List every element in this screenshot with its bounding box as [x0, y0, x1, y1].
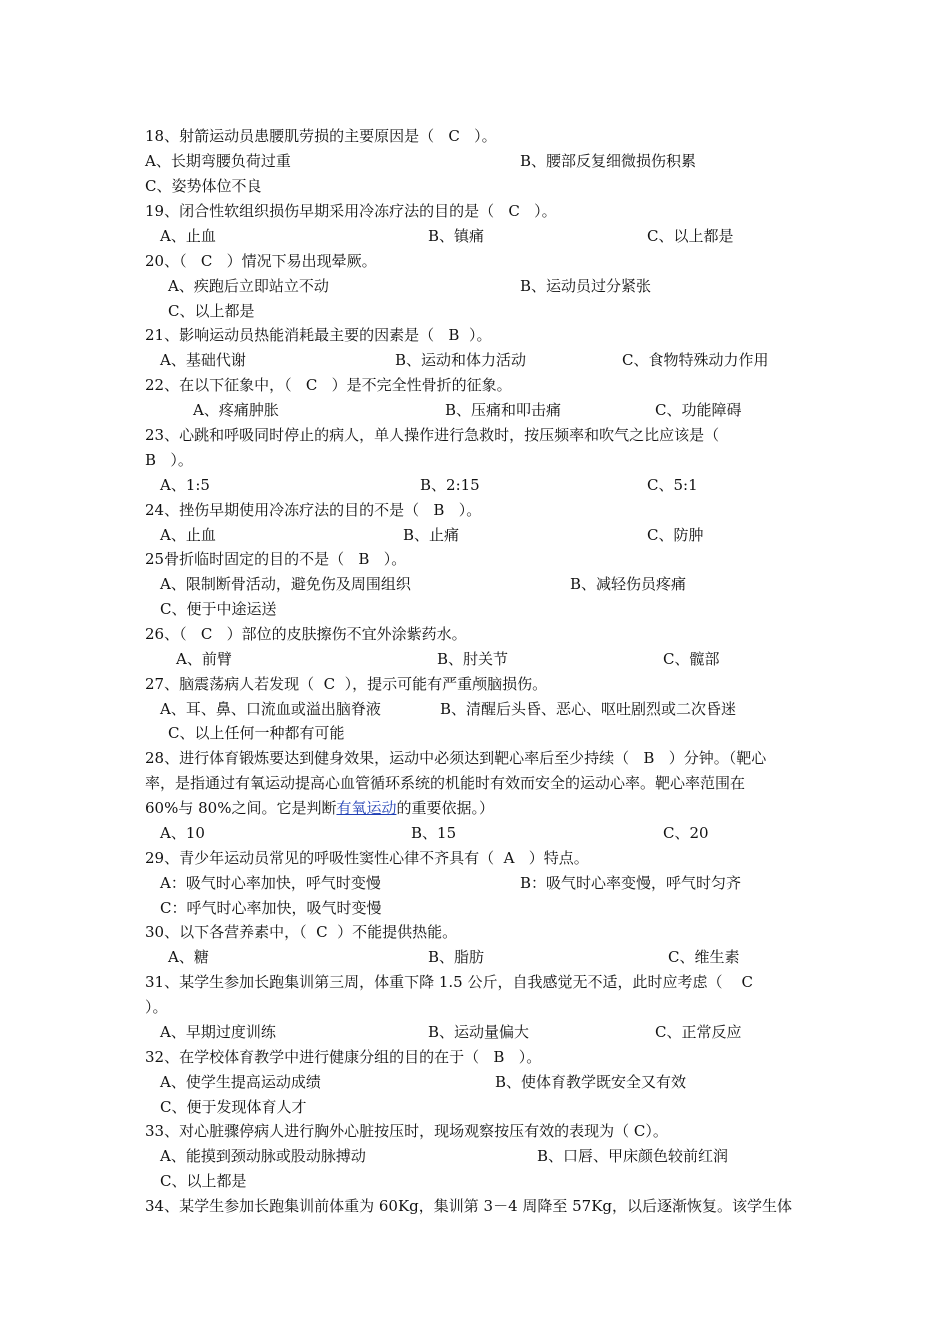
question-24	[0, 498, 950, 522]
question-stem: 27、脑震荡病人若发现（ C ），提示可能有严重颅脑损伤。	[145, 675, 548, 693]
option-c: C、维生素	[668, 948, 740, 966]
option-b: B、口唇、甲床颜色较前红润	[537, 1147, 729, 1165]
question-stem: 21、影响运动员热能消耗最主要的因素是（ B ）。	[145, 326, 492, 344]
option-a: A、耳、鼻、口流血或溢出脑脊液	[160, 700, 381, 718]
option-c: C：呼气时心率加快，吸气时变慢	[160, 899, 382, 917]
options-row	[0, 1144, 950, 1168]
question-stem: 23、心跳和呼吸同时停止的病人，单人操作进行急救时，按压频率和吹气之比应该是（	[145, 426, 720, 444]
option-a: A：吸气时心率加快，呼气时变慢	[160, 874, 381, 892]
option-b: B、镇痛	[428, 227, 485, 245]
option-c: C、正常反应	[655, 1023, 742, 1041]
options-row	[0, 647, 950, 671]
option-b: B、止痛	[403, 526, 460, 544]
option-a: A、止血	[160, 227, 216, 245]
question-21	[0, 323, 950, 347]
option-c: C、食物特殊动力作用	[622, 351, 769, 369]
option-a: A、疼痛肿胀	[193, 401, 279, 419]
question-text-post: 的重要依据。）	[396, 799, 494, 817]
question-stem: 31、某学生参加长跑集训第三周，体重下降 1.5 公斤，自我感觉无不适，此时应考虑（ C	[145, 973, 754, 991]
option-a: A、早期过度训练	[160, 1023, 276, 1041]
question-29	[0, 846, 950, 870]
question-31-cont	[0, 995, 950, 1019]
option-c: C、便于中途运送	[160, 600, 277, 618]
question-28-cont	[0, 796, 950, 820]
options-row	[0, 597, 950, 621]
question-30	[0, 920, 950, 944]
options-row	[0, 149, 950, 173]
options-row	[0, 945, 950, 969]
option-b: B、清醒后头昏、恶心、呕吐剧烈或二次昏迷	[440, 700, 737, 718]
option-b: B、腰部反复细微损伤积累	[520, 152, 697, 170]
question-26	[0, 622, 950, 646]
option-a: A、糖	[168, 948, 209, 966]
question-stem: 18、射箭运动员患腰肌劳损的主要原因是（ C ）。	[145, 127, 497, 145]
options-row	[0, 721, 950, 745]
option-a: A、疾跑后立即站立不动	[168, 277, 329, 295]
option-c: C、以上都是	[160, 1172, 247, 1190]
option-a: A、10	[160, 824, 205, 842]
options-row	[0, 871, 950, 895]
question-stem-cont: B ）。	[145, 451, 193, 469]
option-c: C、便于发现体育人才	[160, 1098, 307, 1116]
question-34	[0, 1194, 950, 1218]
option-c: C、以上任何一种都有可能	[168, 724, 345, 742]
option-b: B、15	[411, 824, 457, 842]
question-18	[0, 124, 950, 148]
options-row	[0, 821, 950, 845]
question-25	[0, 547, 950, 571]
options-row	[0, 1070, 950, 1094]
options-row	[0, 572, 950, 596]
question-stem: 25骨折临时固定的目的不是（ B ）。	[145, 550, 407, 568]
option-b: B：吸气时心率变慢，呼气时匀齐	[520, 874, 742, 892]
option-c: C、20	[663, 824, 709, 842]
option-b: B、脂肪	[428, 948, 485, 966]
question-stem-cont: ）。	[145, 998, 168, 1016]
options-row	[0, 274, 950, 298]
option-b: B、运动员过分紧张	[520, 277, 652, 295]
options-row	[0, 174, 950, 198]
options-row	[0, 224, 950, 248]
options-row	[0, 473, 950, 497]
option-c: C、防肿	[647, 526, 704, 544]
options-row	[0, 348, 950, 372]
question-19	[0, 199, 950, 223]
options-row	[0, 398, 950, 422]
options-row	[0, 523, 950, 547]
question-23-cont	[0, 448, 950, 472]
option-a: A、1:5	[160, 476, 210, 494]
option-a: A、使学生提高运动成绩	[160, 1073, 321, 1091]
option-c: C、髋部	[663, 650, 720, 668]
question-28-cont	[0, 771, 950, 795]
options-row	[0, 697, 950, 721]
option-a: A、限制断骨活动，避免伤及周围组织	[160, 575, 411, 593]
question-text-pre: 60%与 80%之间。它是判断	[145, 799, 337, 817]
option-c: C、以上都是	[168, 302, 255, 320]
question-stem: 33、对心脏骤停病人进行胸外心脏按压时，现场观察按压有效的表现为（ C）。	[145, 1122, 668, 1140]
options-row	[0, 1095, 950, 1119]
option-c: C、功能障碍	[655, 401, 742, 419]
option-a: A、前臂	[176, 650, 232, 668]
question-stem: 24、挫伤早期使用冷冻疗法的目的不是（ B ）。	[145, 501, 482, 519]
option-b: B、肘关节	[437, 650, 509, 668]
option-a: A、止血	[160, 526, 216, 544]
option-a: A、能摸到颈动脉或股动脉搏动	[160, 1147, 366, 1165]
question-stem: 34、某学生参加长跑集训前体重为 60Kg，集训第 3－4 周降至 57Kg，以后逐渐恢复。该学生体	[145, 1197, 793, 1215]
question-stem: 19、闭合性软组织损伤早期采用冷冻疗法的目的是（ C ）。	[145, 202, 557, 220]
question-stem: 26、（ C ）部位的皮肤擦伤不宜外涂紫药水。	[145, 625, 467, 643]
question-20	[0, 249, 950, 273]
question-stem: 20、（ C ）情况下易出现晕厥。	[145, 252, 377, 270]
question-stem: 32、在学校体育教学中进行健康分组的目的在于（ B ）。	[145, 1048, 542, 1066]
question-31	[0, 970, 950, 994]
option-b: B、减轻伤员疼痛	[570, 575, 687, 593]
option-a: A、长期弯腰负荷过重	[145, 152, 291, 170]
question-stem-cont: 率，是指通过有氧运动提高心血管循环系统的机能时有效而安全的运动心率。靶心率范围在	[145, 774, 746, 792]
options-row	[0, 896, 950, 920]
question-28	[0, 746, 950, 770]
question-27	[0, 672, 950, 696]
question-23	[0, 423, 950, 447]
option-c: C、姿势体位不良	[145, 177, 262, 195]
option-b: B、运动和体力活动	[395, 351, 527, 369]
question-stem: 29、青少年运动员常见的呼吸性窦性心律不齐具有（ A ）特点。	[145, 849, 589, 867]
question-stem: 30、以下各营养素中，（ C ）不能提供热能。	[145, 923, 458, 941]
question-stem: 28、进行体育锻炼要达到健身效果，运动中必须达到靶心率后至少持续（ B ）分钟。（靶心	[145, 749, 767, 767]
question-33	[0, 1119, 950, 1143]
options-row	[0, 299, 950, 323]
options-row	[0, 1020, 950, 1044]
option-c: C、以上都是	[647, 227, 734, 245]
option-b: B、压痛和叩击痛	[445, 401, 562, 419]
option-b: B、2:15	[420, 476, 480, 494]
aerobic-exercise-link[interactable]: 有氧运动	[336, 799, 397, 817]
question-22	[0, 373, 950, 397]
option-b: B、使体育教学既安全又有效	[495, 1073, 687, 1091]
option-b: B、运动量偏大	[428, 1023, 530, 1041]
option-a: A、基础代谢	[160, 351, 246, 369]
question-32	[0, 1045, 950, 1069]
option-c: C、5:1	[647, 476, 698, 494]
question-text-line	[145, 796, 494, 820]
question-stem: 22、在以下征象中，（ C ）是不完全性骨折的征象。	[145, 376, 512, 394]
options-row	[0, 1169, 950, 1193]
